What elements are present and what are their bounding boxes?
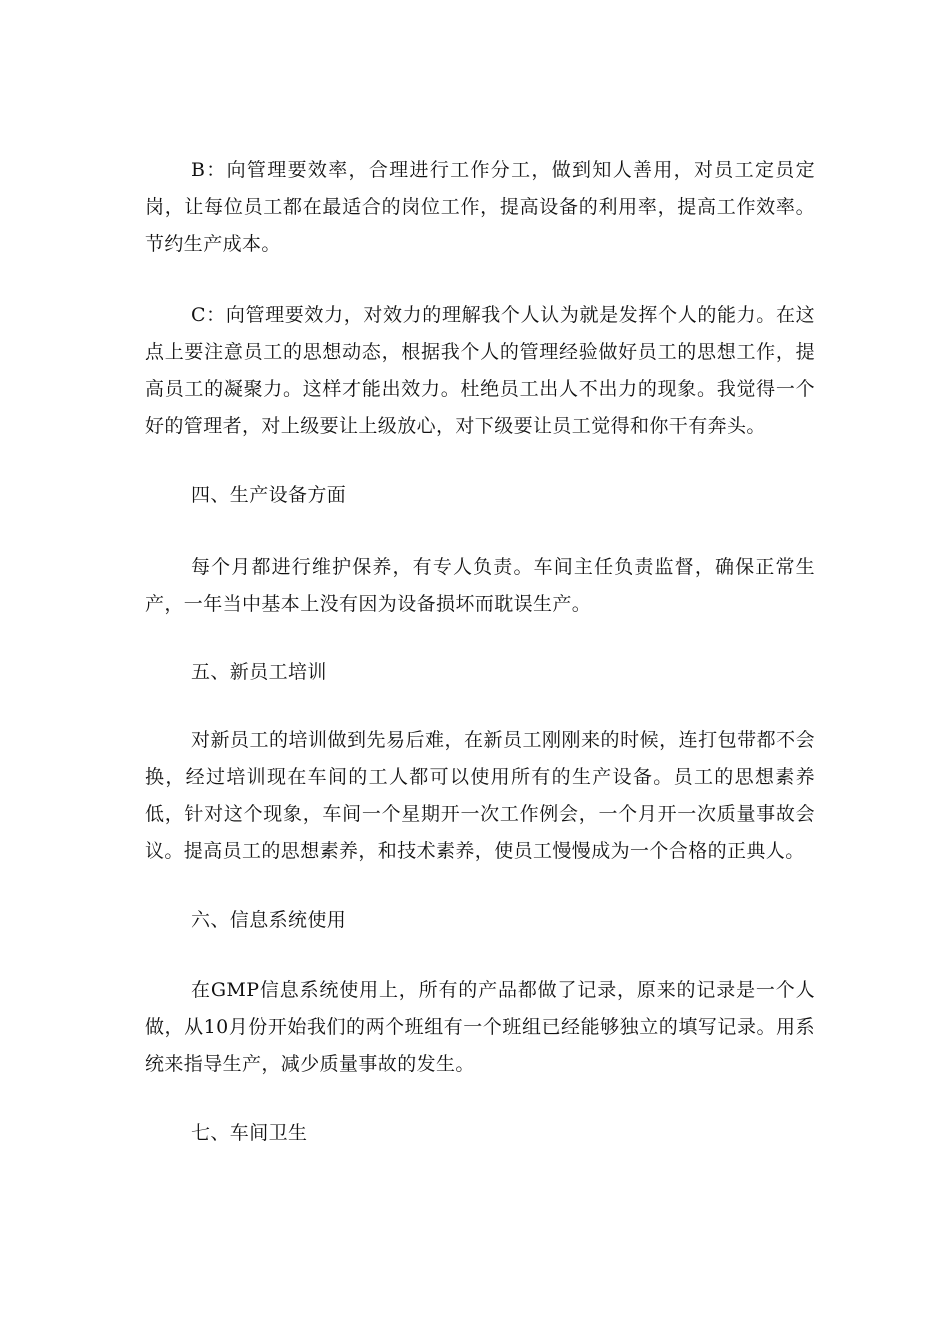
paragraph-equipment: 每个月都进行维护保养，有专人负责。车间主任负责监督，确保正常生产，一年当中基本上没有因为设备损坏而耽误生产。 bbox=[145, 556, 815, 615]
paragraph-b: B：向管理要效率，合理进行工作分工，做到知人善用，对员工定员定岗，让每位员工都在最适合的岗位工作，提高设备的利用率，提高工作效率。节约生产成本。 bbox=[145, 159, 815, 255]
section-heading-hygiene: 七、车间卫生 bbox=[191, 1122, 308, 1144]
paragraph-info-system: 在GMP信息系统使用上，所有的产品都做了记录，原来的记录是一个人做，从10月份开始我们的两个班组有一个班组已经能够独立的填写记录。用系统来指导生产，减少质量事故的发生。 bbox=[145, 979, 815, 1075]
section-heading-training: 五、新员工培训 bbox=[191, 661, 327, 683]
paragraph-c: C：向管理要效力，对效力的理解我个人认为就是发挥个人的能力。在这点上要注意员工的思想动态，根据我个人的管理经验做好员工的思想工作，提高员工的凝聚力。这样才能出效力。杜绝员工出人不出力的现象。我觉得一个好的管理者，对上级要让上级放心，对下级要让员工觉得和你干有奔头。 bbox=[145, 304, 815, 437]
section-heading-info-system: 六、信息系统使用 bbox=[191, 909, 347, 931]
section-heading-equipment: 四、生产设备方面 bbox=[191, 484, 347, 506]
paragraph-training: 对新员工的培训做到先易后难，在新员工刚刚来的时候，连打包带都不会换，经过培训现在车间的工人都可以使用所有的生产设备。员工的思想素养低，针对这个现象，车间一个星期开一次工作例会，一个月开一次质量事故会议。提高员工的思想素养，和技术素养，使员工慢慢成为一个合格的正典人。 bbox=[145, 729, 815, 862]
